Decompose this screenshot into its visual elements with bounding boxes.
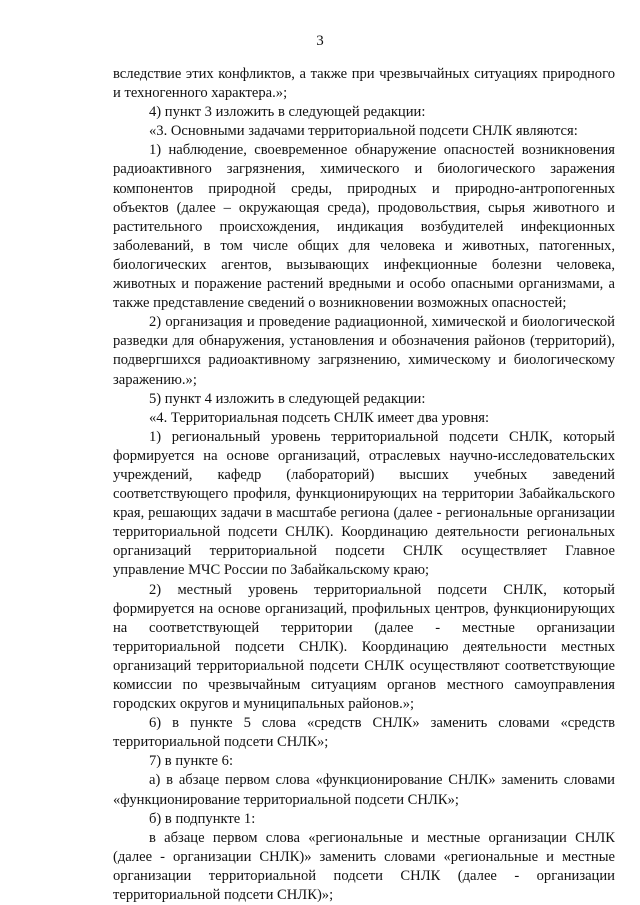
paragraph-item-7-a: а) в абзаце первом слова «функционирование СНЛК» заменить словами «функционирование территориальной подсети СНЛК»;: [113, 772, 615, 808]
paragraph-clause-4-item-2: 2) местный уровень территориальной подсети СНЛК, который формируется на основе организаций, профильных центров, функционирующих на соответствующей территории (далее - местные организации территориальной подсети СНЛК). Координацию деятельности местных организаций территориальной подсети СНЛК осуществляют соответствующие комиссии по чрезвычайным ситуациям органов местного самоуправления городских округов и муниципальных районов.»;: [113, 581, 615, 713]
paragraph-continuation: вследствие этих конфликтов, а также при чрезвычайных ситуациях природного и техногенного характера.»;: [113, 66, 615, 102]
paragraph-item-4: 4) пункт 3 изложить в следующей редакции:: [149, 104, 426, 121]
paragraph-item-5: 5) пункт 4 изложить в следующей редакции:: [149, 390, 426, 407]
paragraph-item-7: 7) в пункте 6:: [149, 753, 234, 770]
page-number: 3: [316, 33, 324, 49]
paragraph-clause-3-item-1: 1) наблюдение, своевременное обнаружение опасностей возникновения радиоактивного загрязнения, химического и биологического заражения компонентов природной среды, природных и природно-антропогенных объектов (далее – окружающая среда), продовольствия, сырья животного и растительного происхождения, индикация возбудителей инфекционных заболеваний, в том числе общих для человека и животных, патогенных, биологических агентов, вызывающих инфекционные болезни человека, животных и поражение растений вредными и особо опасными организмами, а также представление сведений о возникновении возможных опасностей;: [113, 142, 615, 312]
paragraph-clause-4-heading: «4. Территориальная подсеть СНЛК имеет два уровня:: [149, 409, 490, 426]
paragraph-clause-4-item-1: 1) региональный уровень территориальной подсети СНЛК, который формируется на основе организаций, отраслевых научно-исследовательских учреждений, кафедр (лабораторий) высших учебных заведений соответствующего профиля, функционирующих на территории Забайкальского края, решающих задачи в масштабе региона (далее - региональные организации территориальной подсети СНЛК). Координацию деятельности региональных организаций территориальной подсети СНЛК осуществляет Главное управление МЧС России по Забайкальскому краю;: [113, 428, 615, 579]
paragraph-item-6: 6) в пункте 5 слова «средств СНЛК» заменить словами «средств территориальной подсети СНЛК»;: [113, 715, 615, 751]
paragraph-clause-3-heading: «3. Основными задачами территориальной подсети СНЛК являются:: [149, 123, 578, 140]
paragraph-clause-3-item-2: 2) организация и проведение радиационной, химической и биологической разведки для обнаружения, установления и обозначения районов (территорий), подвергшихся радиоактивному загрязнению, химическому и биологическому заражению.»;: [113, 314, 615, 388]
document-body: [113, 65, 615, 905]
paragraph-item-7-b: б) в подпункте 1:: [149, 810, 256, 827]
paragraph-item-7-b-first: в абзаце первом слова «региональные и местные организации СНЛК (далее - организации СНЛК)» заменить словами «региональные и местные организации территориальной подсети СНЛК (далее - организации территориальной подсети СНЛК)»;: [113, 829, 615, 904]
